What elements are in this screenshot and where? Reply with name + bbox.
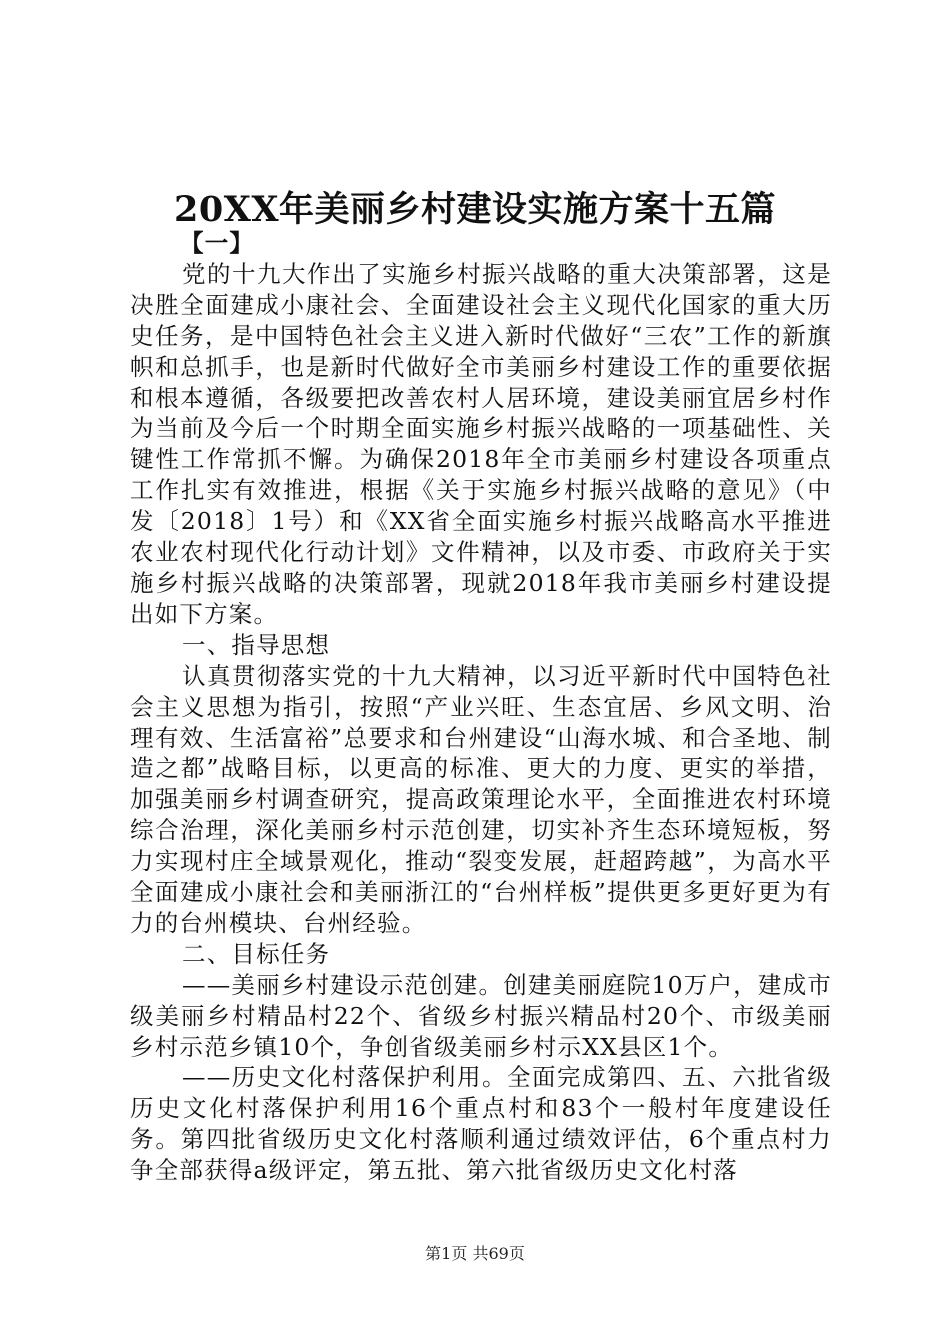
heading-guiding-ideology: 一、指导思想 [182, 630, 331, 659]
page-total: 共69页 [472, 1244, 525, 1263]
paragraph-historic-villages: ——历史文化村落保护利用。全面完成第四、五、六批省级历史文化村落保护利用16个重点村和83个一般村年度建设任务。第四批省级历史文化村落顺利通过绩效评估，6个重点村力争全部获得a级评定，第五批、第六批省级历史文化村落 [130, 1063, 832, 1185]
section-mark: 【一】 [180, 229, 255, 257]
paragraph-intro: 党的十九大作出了实施乡村振兴战略的重大决策部署，这是决胜全面建成小康社会、全面建设社会主义现代化国家的重大历史任务，是中国特色社会主义进入新时代做好“三农”工作的新旗帜和总抓手，也是新时代做好全市美丽乡村建设工作的重要依据和根本遵循，各级要把改善农村人居环境，建设美丽宜居乡村作为当前及今后一个时期全面实施乡村振兴战略的一项基础性、关键性工作常抓不懈。为确保2018年全市美丽乡村建设各项重点工作扎实有效推进，根据《关于实施乡村振兴战略的意见》（中发〔2018〕1号）和《XX省全面实施乡村振兴战略高水平推进农业农村现代化行动计划》文件精神，以及市委、市政府关于实施乡村振兴战略的决策部署，现就2018年我市美丽乡村建设提出如下方案。 [130, 259, 832, 628]
document-title: 20XX年美丽乡村建设实施方案十五篇 [173, 189, 777, 230]
paragraph-guiding-ideology: 认真贯彻落实党的十九大精神，以习近平新时代中国特色社会主义思想为指引，按照“产业兴旺、生态宜居、乡风文明、治理有效、生活富裕”总要求和台州建设“山海水城、和合圣地、制造之都”战略目标，以更高的标准、更大的力度、更实的举措，加强美丽乡村调查研究，提高政策理论水平，全面推进农村环境综合治理，深化美丽乡村示范创建，切实补齐生态环境短板，努力实现村庄全域景观化，推动“裂变发展，赶超跨越”，为高水平全面建成小康社会和美丽浙江的“台州样板”提供更多更好更为有力的台州模块、台州经验。 [130, 661, 832, 937]
heading-target-tasks: 二、目标任务 [182, 939, 331, 968]
paragraph-demo-creation: ——美丽乡村建设示范创建。创建美丽庭院10万户，建成市级美丽乡村精品村22个、省级乡村振兴精品村20个、市级美丽乡村示范乡镇10个，争创省级美丽乡村示XX县区1个。 [130, 970, 832, 1061]
page-number: 第1页 [425, 1244, 468, 1263]
document-body [130, 228, 832, 1186]
page-footer [0, 1243, 950, 1265]
